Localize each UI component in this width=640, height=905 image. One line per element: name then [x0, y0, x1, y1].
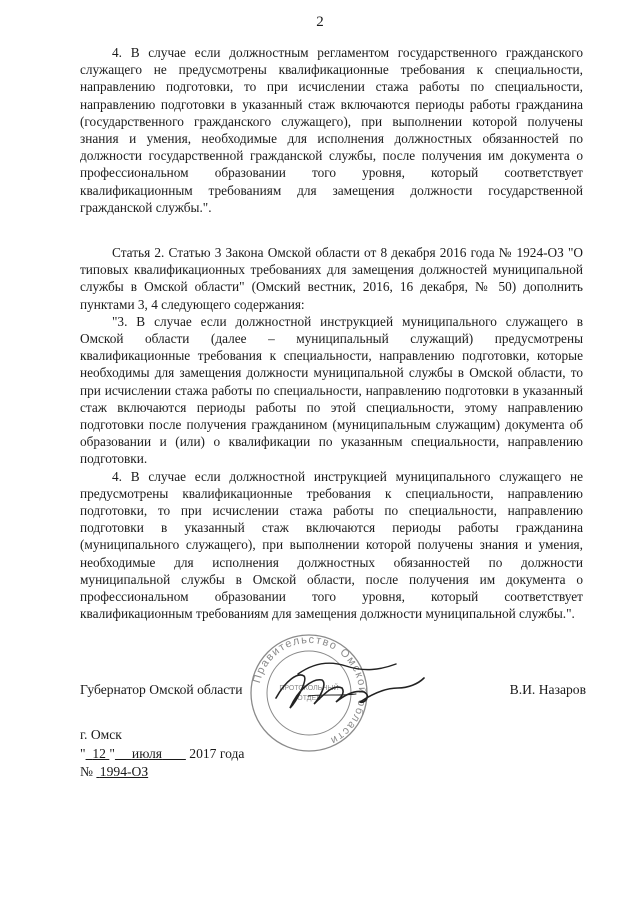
- signing-date: [80, 746, 244, 762]
- seal-outer-text: Правительство Омской области: [251, 633, 369, 748]
- date-quote-close: ": [109, 746, 115, 761]
- law-number-value: 1994-ОЗ: [99, 764, 149, 779]
- law-number-prefix: №: [80, 764, 93, 779]
- governor-title: Губернатор Омской области: [80, 682, 243, 697]
- governor-name: В.И. Назаров: [509, 682, 586, 697]
- paragraph-article-2: Статья 2. Статью 3 Закона Омской области от 8 декабря 2016 года № 1924-ОЗ "О типовых квалификационных требованиях для замещения должностей муниципальной службы в Омской области" (Омский вестник, 2016, 16 декабря, № 50) дополнить пунктами 3, 4 следующего содержания:: [80, 245, 583, 312]
- page-number: 2: [316, 14, 324, 30]
- seal-inner-text-2: ОТДЕЛ: [297, 695, 321, 702]
- governor-signature: [268, 650, 428, 720]
- date-month: июля: [131, 746, 163, 761]
- date-quote-open: ": [80, 746, 86, 761]
- paragraph-clause-4-state: 4. В случае если должностным регламентом государственного гражданского служащего не предусмотрены квалификационные требования к специальности, направлению подготовки, то при исчислении стажа работы по специальности, направлению подготовки в указанный стаж включаются периоды работы гражданина (государственного гражданского служащего), при выполнении которой получены знания и умения, необходимые для исполнения должностных обязанностей по должности государственной гражданской службы, после получения им документа о профессиональном образовании того уровня, который соответствует квалификационным требованиям для замещения должности государственной гражданской службы.".: [80, 45, 583, 215]
- paragraph-clause-3-municipal: "3. В случае если должностной инструкцией муниципального служащего в Омской области (далее – муниципальный служащий) предусмотрены квалификационные требования к специальности, направлению подготовки, которые необходимы для замещения должности муниципальной службы в Омской области, то при исчислении стажа работы по специальности, направлению подготовки в указанный стаж включаются периоды работы по этой специальности, этому направлению подготовки после получения гражданином (муниципальным служащим) документа об образовании и (или) о квалификации по указанным специальности, направлению подготовки.: [80, 313, 583, 467]
- date-year: 2017 года: [189, 746, 245, 761]
- document-body: [80, 44, 583, 623]
- date-day: 12: [92, 746, 106, 761]
- seal-inner-text-1: ПРОТОКОЛЬНЫЙ: [279, 685, 339, 692]
- place-of-signing: г. Омск: [80, 727, 122, 742]
- law-number: [80, 764, 148, 780]
- paragraph-clause-4-municipal: 4. В случае если должностной инструкцией муниципального служащего не предусмотрены квалификационные требования к специальности, направлению подготовки, то при исчислении стажа работы по специальности, направлению подготовки в указанный стаж включаются периоды работы гражданина (муниципального служащего), при выполнении которой получены знания и умения, необходимые для исполнения должностных обязанностей по должности муниципальной службы в Омской области, после получения им документа о профессиональном образовании того уровня, который соответствует квалификационным требованиям для замещения должности муниципальной службы.".: [80, 468, 583, 622]
